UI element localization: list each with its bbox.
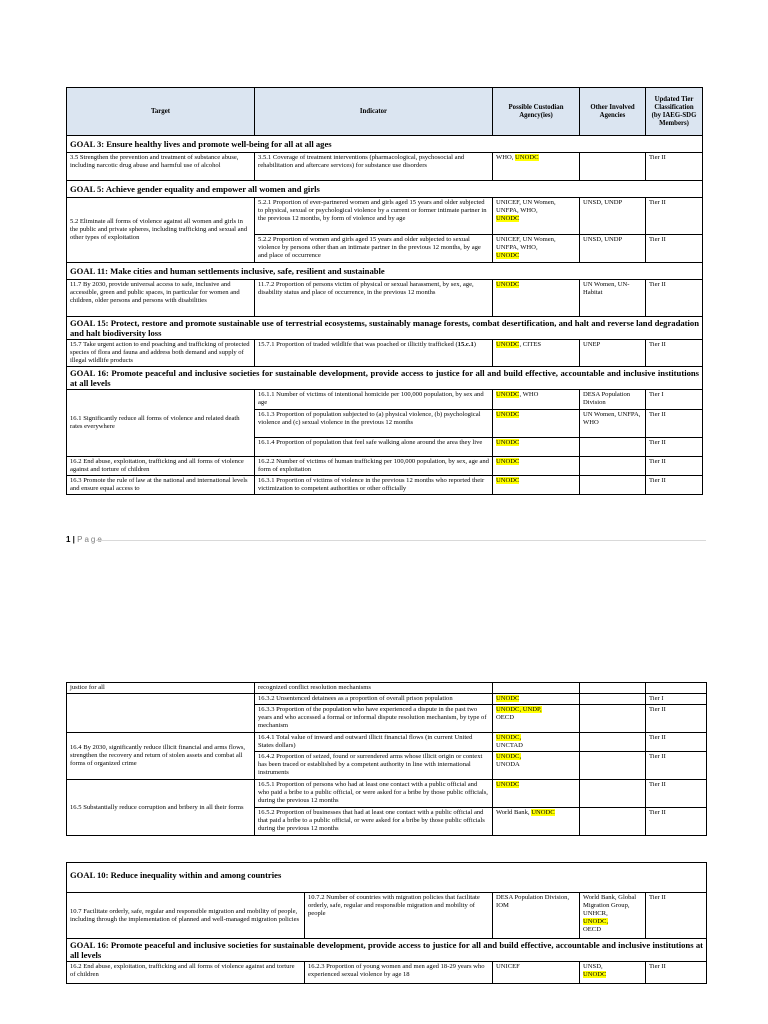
indicator-cell: 11.7.2 Proportion of persons victim of physical or sexual harassment, by sex, age, disability status and place of occurrence, in the previous 12 months xyxy=(255,280,493,317)
goal-row xyxy=(67,863,707,893)
other-agencies-cell: UNEP xyxy=(580,340,646,367)
tier-cell: Tier II xyxy=(646,340,703,367)
target-cell: 16.5 Substantially reduce corruption and bribery in all their forms xyxy=(67,780,255,836)
target-cell: 11.7 By 2030, provide universal access to safe, inclusive and accessible, green and public spaces, in particular for women and children, older persons and persons with disabilities xyxy=(67,280,255,317)
tier-cell: Tier II xyxy=(646,198,703,235)
tier-cell: Tier II xyxy=(646,962,707,984)
table-row xyxy=(67,340,703,367)
other-agencies-cell xyxy=(580,752,646,780)
target-cell: 16.3 Promote the rule of law at the national and international levels and ensure equal access to xyxy=(67,476,255,495)
goal-5-heading: GOAL 5: Achieve gender equality and empower all women and girls xyxy=(67,181,703,198)
other-agencies-cell: UNSD, UNDP xyxy=(580,198,646,235)
other-agencies-cell xyxy=(580,476,646,495)
unodc-highlight: UNODC xyxy=(583,971,607,978)
header-target: Target xyxy=(67,88,255,136)
custodian-text: UNICEF, UN Women, UNFPA, WHO, xyxy=(496,236,556,251)
custodian-text: UNICEF, UN Women, UNFPA, WHO, xyxy=(496,199,556,214)
indicator-cell: 5.2.1 Proportion of ever-partnered women and girls aged 15 years and older subjected to physical, sexual or psychological violence by a current or former intimate partner in the previous 12 months, by form of violence and by age xyxy=(255,198,493,235)
tier-cell: Tier II xyxy=(646,410,703,438)
goal-row xyxy=(67,263,703,280)
unodc-highlight: UNODC xyxy=(496,781,520,788)
target-cell: 16.2 End abuse, exploitation, trafficking and all forms of violence against and torture of children xyxy=(67,962,305,984)
other-agencies-cell xyxy=(580,893,646,939)
unodc-highlight: UNODC xyxy=(496,281,520,288)
tier-cell: Tier II xyxy=(646,808,707,836)
tier-cell: Tier II xyxy=(646,476,703,495)
unodc-highlight: UNODC xyxy=(496,477,520,484)
unodc-highlight: UNODC, xyxy=(496,734,522,741)
unodc-highlight: UNODC xyxy=(496,695,520,702)
footer-rule xyxy=(96,540,706,541)
target-cell: justice for all xyxy=(67,683,255,694)
other-agencies-cell xyxy=(580,153,646,181)
custodian-cell: UNICEF xyxy=(493,962,580,984)
custodian-cell xyxy=(493,694,580,705)
other-agencies-cell xyxy=(580,438,646,457)
custodian-text: UNODA xyxy=(496,761,520,768)
custodian-cell xyxy=(493,733,580,752)
goal-15-heading: GOAL 15: Protect, restore and promote sustainable use of terrestrial ecosystems, sustainably manage forests, combat desertification, and halt and reverse land degradation and halt biodiversity loss xyxy=(67,317,703,340)
table-row xyxy=(67,694,707,705)
custodian-text: WHO, xyxy=(496,154,516,161)
footer-page-label: Page xyxy=(77,535,104,544)
other-agencies-cell: DESA Population Division xyxy=(580,390,646,410)
custodian-cell xyxy=(493,683,580,694)
header-custodian: Possible Custodian Agency(ies) xyxy=(493,88,580,136)
tier-cell: Tier II xyxy=(646,752,707,780)
sdg-indicator-table-page1 xyxy=(66,87,703,495)
indicator-text: 15.7.1 Proportion of traded wildlife that was poached or illicitly trafficked ( xyxy=(258,341,458,348)
target-cell: 16.2 End abuse, exploitation, trafficking and all forms of violence against and torture of children xyxy=(67,457,255,476)
goal-11-heading: GOAL 11: Make cities and human settlements inclusive, safe, resilient and sustainable xyxy=(67,263,703,280)
unodc-highlight: UNODC, UNDP, xyxy=(496,706,542,713)
target-cell: 16.1 Significantly reduce all forms of violence and related death rates everywhere xyxy=(67,390,255,457)
custodian-cell xyxy=(493,410,580,438)
goal-row xyxy=(67,939,707,962)
indicator-cell: 3.5.1 Coverage of treatment interventions (pharmacological, psychosocial and rehabilitation and aftercare services) for substance use disorders xyxy=(255,153,493,181)
other-agencies-cell xyxy=(580,733,646,752)
indicator-cell: 16.3.2 Unsentenced detainees as a proportion of overall prison population xyxy=(255,694,493,705)
table-row xyxy=(67,457,703,476)
other-agencies-cell xyxy=(580,808,646,836)
tier-cell: Tier II xyxy=(646,780,707,808)
indicator-cell: 5.2.2 Proportion of women and girls aged 15 years and older subjected to sexual violence by persons other than an intimate partner in the previous 12 months, by age and place of occurrence xyxy=(255,235,493,263)
other-agencies-text: UNSD, xyxy=(583,963,603,970)
indicator-cell: 16.5.1 Proportion of persons who had at least one contact with a public official and who paid a bribe to a public official, or were asked for a bribe by those public officials, during the previous 12 months xyxy=(255,780,493,808)
table-row xyxy=(67,153,703,181)
indicator-cell: 16.1.4 Proportion of population that feel safe walking alone around the area they live xyxy=(255,438,493,457)
target-cell: 5.2 Eliminate all forms of violence against all women and girls in the public and private spheres, including trafficking and sexual and other types of exploitation xyxy=(67,198,255,263)
custodian-cell xyxy=(493,780,580,808)
target-cell xyxy=(67,694,255,733)
indicator-cell: recognized conflict resolution mechanisms xyxy=(255,683,493,694)
sdg-indicator-table-goal10 xyxy=(66,862,707,984)
unodc-highlight: UNODC xyxy=(496,391,520,398)
goal-row xyxy=(67,367,703,390)
tier-cell: Tier II xyxy=(646,438,703,457)
tier-cell: Tier II xyxy=(646,153,703,181)
indicator-cell: 16.4.2 Proportion of seized, found or surrendered arms whose illicit origin or context has been traced or established by a competent authority in line with international instruments xyxy=(255,752,493,780)
table-row xyxy=(67,962,707,984)
indicator-cell xyxy=(255,340,493,367)
custodian-cell: DESA Population Division, IOM xyxy=(493,893,580,939)
table-row xyxy=(67,390,703,410)
tier-cell: Tier II xyxy=(646,457,703,476)
indicator-text-end: ) xyxy=(473,341,476,348)
header-tier: Updated Tier Classification (by IAEG-SDG Members) xyxy=(646,88,703,136)
page-number: 1 xyxy=(66,535,71,544)
other-agencies-cell xyxy=(580,705,646,733)
indicator-cell: 16.2.2 Number of victims of human trafficking per 100,000 population, by sex, age and form of exploitation xyxy=(255,457,493,476)
other-agencies-cell xyxy=(580,694,646,705)
indicator-cell: 16.1.1 Number of victims of intentional homicide per 100,000 population, by sex and age xyxy=(255,390,493,410)
custodian-cell xyxy=(493,752,580,780)
custodian-cell xyxy=(493,340,580,367)
unodc-highlight: UNODC xyxy=(496,341,520,348)
custodian-cell xyxy=(493,198,580,235)
table-row xyxy=(67,893,707,939)
target-cell: 10.7 Facilitate orderly, safe, regular and responsible migration and mobility of people, including through the implementation of planned and well-managed migration policies xyxy=(67,893,305,939)
unodc-highlight: UNODC xyxy=(496,411,520,418)
custodian-cell xyxy=(493,457,580,476)
table-row xyxy=(67,733,707,752)
unodc-highlight: UNODC, xyxy=(583,918,609,925)
indicator-cell: 16.4.1 Total value of inward and outward illicit financial flows (in current United States dollars) xyxy=(255,733,493,752)
custodian-text: OECD xyxy=(496,714,514,721)
other-agencies-cell xyxy=(580,962,646,984)
goal-16-heading: GOAL 16: Promote peaceful and inclusive societies for sustainable development, provide access to justice for all and build effective, accountable and inclusive institutions at all levels xyxy=(67,367,703,390)
other-agencies-text-end: OECD xyxy=(583,926,601,933)
custodian-cell xyxy=(493,153,580,181)
indicator-ref: 15.c.1 xyxy=(457,341,474,348)
indicator-cell: 16.1.3 Proportion of population subjected to (a) physical violence, (b) psychological violence and (c) sexual violence in the previous 12 months xyxy=(255,410,493,438)
indicator-cell: 16.3.1 Proportion of victims of violence in the previous 12 months who reported their victimization to competent authorities or other officially xyxy=(255,476,493,495)
tier-cell xyxy=(646,683,707,694)
goal-row xyxy=(67,136,703,153)
table-row xyxy=(67,780,707,808)
unodc-highlight: UNODC xyxy=(496,458,520,465)
other-agencies-cell xyxy=(580,457,646,476)
header-indicator: Indicator xyxy=(255,88,493,136)
other-agencies-cell: UN Women, UN-Habitat xyxy=(580,280,646,317)
table-row xyxy=(67,683,707,694)
indicator-cell: 16.2.3 Proportion of young women and men aged 18-29 years who experienced sexual violence by age 18 xyxy=(305,962,493,984)
custodian-cell xyxy=(493,235,580,263)
table-row xyxy=(67,476,703,495)
goal-row xyxy=(67,181,703,198)
custodian-cell xyxy=(493,476,580,495)
custodian-text: World Bank, xyxy=(496,809,532,816)
header-other-agencies: Other Involved Agencies xyxy=(580,88,646,136)
tier-cell: Tier II xyxy=(646,705,707,733)
custodian-cell xyxy=(493,808,580,836)
custodian-text: , CITES xyxy=(519,341,542,348)
unodc-highlight: UNODC xyxy=(496,439,520,446)
footer-separator: | xyxy=(70,535,78,544)
other-agencies-cell: UNSD, UNDP xyxy=(580,235,646,263)
indicator-cell: 16.3.3 Proportion of the population who have experienced a dispute in the past two years and who accessed a formal or informal dispute resolution mechanism, by type of mechanism xyxy=(255,705,493,733)
target-cell: 16.4 By 2030, significantly reduce illicit financial and arms flows, strengthen the recovery and return of stolen assets and combat all forms of organized crime xyxy=(67,733,255,780)
goal-row xyxy=(67,317,703,340)
custodian-cell xyxy=(493,390,580,410)
indicator-cell: 10.7.2 Number of countries with migration policies that facilitate orderly, safe, regular and responsible migration and mobility of people xyxy=(305,893,493,939)
custodian-text: , WHO xyxy=(519,391,539,398)
tier-cell: Tier II xyxy=(646,235,703,263)
custodian-cell xyxy=(493,705,580,733)
table-header-row xyxy=(67,88,703,136)
target-cell: 3.5 Strengthen the prevention and treatment of substance abuse, including narcotic drug abuse and harmful use of alcohol xyxy=(67,153,255,181)
tier-cell: Tier I xyxy=(646,390,703,410)
other-agencies-cell xyxy=(580,780,646,808)
goal-3-heading: GOAL 3: Ensure healthy lives and promote well-being for all at all ages xyxy=(67,136,703,153)
table-row xyxy=(67,198,703,235)
goal-16-heading-2: GOAL 16: Promote peaceful and inclusive societies for sustainable development, provide access to justice for all and build effective, accountable and inclusive institutions at all levels xyxy=(67,939,707,962)
unodc-highlight: UNODC xyxy=(496,252,520,259)
custodian-cell xyxy=(493,280,580,317)
custodian-cell xyxy=(493,438,580,457)
tier-cell: Tier II xyxy=(646,893,707,939)
unodc-highlight: UNODC xyxy=(515,154,539,161)
unodc-highlight: UNODC, xyxy=(496,753,522,760)
other-agencies-cell: UN Women, UNFPA, WHO xyxy=(580,410,646,438)
tier-cell: Tier II xyxy=(646,280,703,317)
unodc-highlight: UNODC xyxy=(496,215,520,222)
tier-cell: Tier II xyxy=(646,733,707,752)
goal-10-heading: GOAL 10: Reduce inequality within and among countries xyxy=(67,863,707,893)
other-agencies-cell xyxy=(580,683,646,694)
custodian-text: UNCTAD xyxy=(496,742,523,749)
tier-cell: Tier I xyxy=(646,694,707,705)
other-agencies-text: World Bank, Global Migration Group, UNHCR, xyxy=(583,894,637,917)
indicator-cell: 16.5.2 Proportion of businesses that had at least one contact with a public official and that paid a bribe to a public official, or were asked for a bribe by those public officials during the previous 12 months xyxy=(255,808,493,836)
unodc-highlight: UNODC xyxy=(531,809,555,816)
sdg-indicator-table-page2 xyxy=(66,682,707,836)
target-cell: 15.7 Take urgent action to end poaching and trafficking of protected species of flora and fauna and address both demand and supply of illegal wildlife products xyxy=(67,340,255,367)
table-row xyxy=(67,280,703,317)
